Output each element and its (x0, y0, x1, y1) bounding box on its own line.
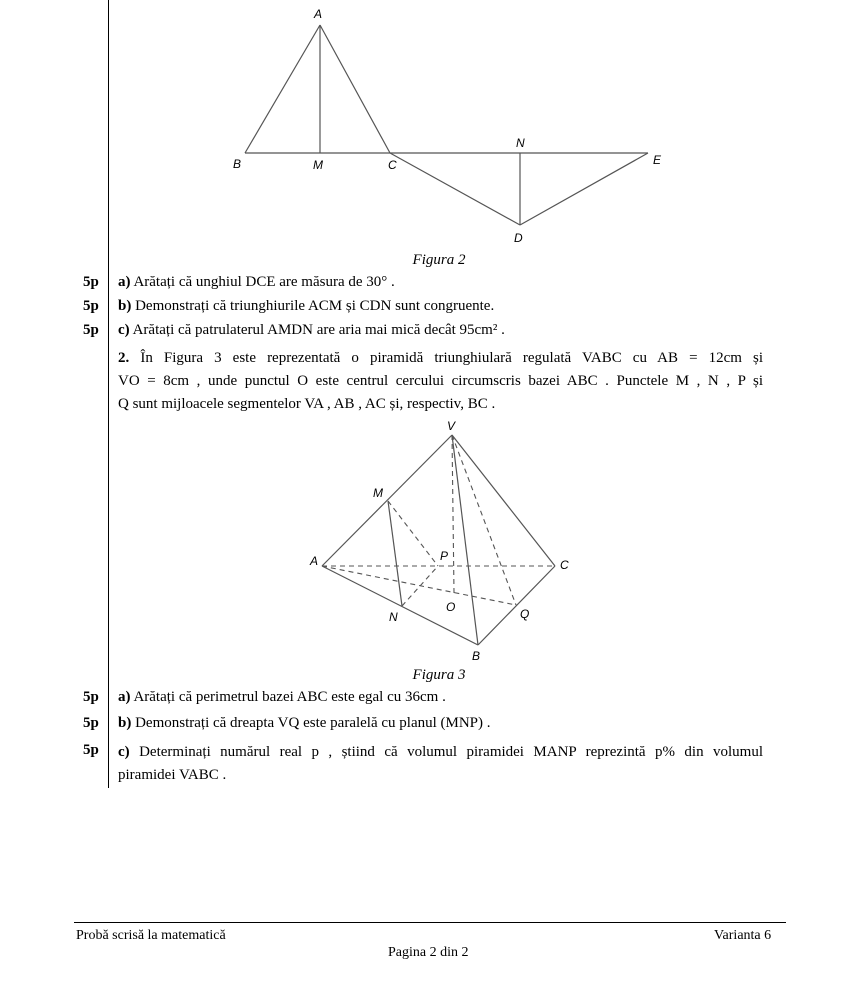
points-2a: 5p (83, 689, 99, 705)
segment-VO-hidden (452, 435, 454, 593)
points-2b: 5p (83, 715, 99, 731)
label-E: E (653, 153, 662, 167)
item-text: Demonstrați că dreapta VQ este paralelă cu planul (MNP) . (135, 715, 491, 731)
item-letter: c) (118, 744, 130, 760)
label-O: O (446, 600, 456, 614)
edge-BC (478, 566, 555, 645)
item-letter: c) (118, 322, 130, 338)
footer-rule (74, 922, 786, 923)
statement-line-2: VO = 8cm , unde punctul O este centrul cercului circumscris bazei ABC . Punctele M , N , P și (118, 373, 763, 389)
item-1a (118, 274, 395, 291)
item-letter: a) (118, 689, 131, 705)
points-2c: 5p (83, 742, 99, 758)
item-letter: b) (118, 715, 132, 731)
points-1b: 5p (83, 298, 99, 314)
item-2c (118, 741, 763, 787)
points-1a: 5p (83, 274, 99, 290)
item-2c-line-1 (118, 741, 763, 764)
label-C: C (560, 558, 569, 572)
item-1b (118, 298, 494, 315)
item-2b (118, 715, 491, 732)
label-A: A (310, 554, 319, 568)
segment-AC (320, 25, 390, 153)
statement-line-1 (118, 347, 763, 370)
label-C: C (388, 158, 397, 172)
statement-text: În Figura 3 este reprezentată o piramidă triunghiulară regulată VABC cu AB = 12cm și (140, 350, 764, 366)
figure-3-caption: Figura 3 (412, 667, 466, 683)
edge-VA (322, 435, 452, 566)
label-Q: Q (520, 607, 530, 621)
label-N: N (516, 136, 525, 150)
figure-2 (0, 0, 860, 250)
edge-VC (452, 435, 555, 566)
item-text: Determinați numărul real p , știind că volumul piramidei MANP reprezintă p% din volumul (139, 744, 764, 760)
item-2a (118, 689, 446, 706)
item-text: Demonstrați că triunghiurile ACM și CDN sunt congruente. (135, 298, 495, 314)
footer-page: Pagina 2 din 2 (388, 945, 469, 960)
label-P: P (440, 549, 449, 563)
label-N: N (389, 610, 398, 624)
figure-3 (0, 415, 860, 670)
item-text: Arătați că perimetrul bazei ABC este egal cu 36cm . (133, 689, 446, 705)
problem-2-statement (118, 347, 763, 416)
item-text: Arătați că patrulaterul AMDN are aria mai mică decât 95cm² . (132, 322, 505, 338)
item-1c (118, 322, 505, 339)
footer-left: Probă scrisă la matematică (76, 928, 226, 943)
label-V: V (447, 419, 456, 433)
edge-VB (452, 435, 478, 645)
item-letter: b) (118, 298, 132, 314)
segment-DE (520, 153, 648, 225)
segment-VQ-hidden (452, 435, 516, 605)
segment-AB (245, 25, 320, 153)
label-D: D (514, 231, 523, 245)
problem-number: 2. (118, 350, 130, 366)
segment-AQ-hidden (322, 566, 516, 605)
label-M: M (313, 158, 323, 172)
item-2c-line-2: piramidei VABC . (118, 767, 227, 783)
label-B: B (233, 157, 242, 171)
label-B: B (472, 649, 481, 663)
item-text: Arătați că unghiul DCE are măsura de 30° . (133, 274, 395, 290)
label-M: M (373, 486, 383, 500)
item-letter: a) (118, 274, 131, 290)
label-A: A (314, 7, 323, 21)
footer-right: Varianta 6 (714, 928, 772, 943)
points-1c: 5p (83, 322, 99, 338)
segment-CD (390, 153, 520, 225)
statement-line-3: Q sunt mijloacele segmentelor VA , AB , AC și, respectiv, BC . (118, 396, 496, 412)
figure-2-caption: Figura 2 (412, 252, 466, 268)
